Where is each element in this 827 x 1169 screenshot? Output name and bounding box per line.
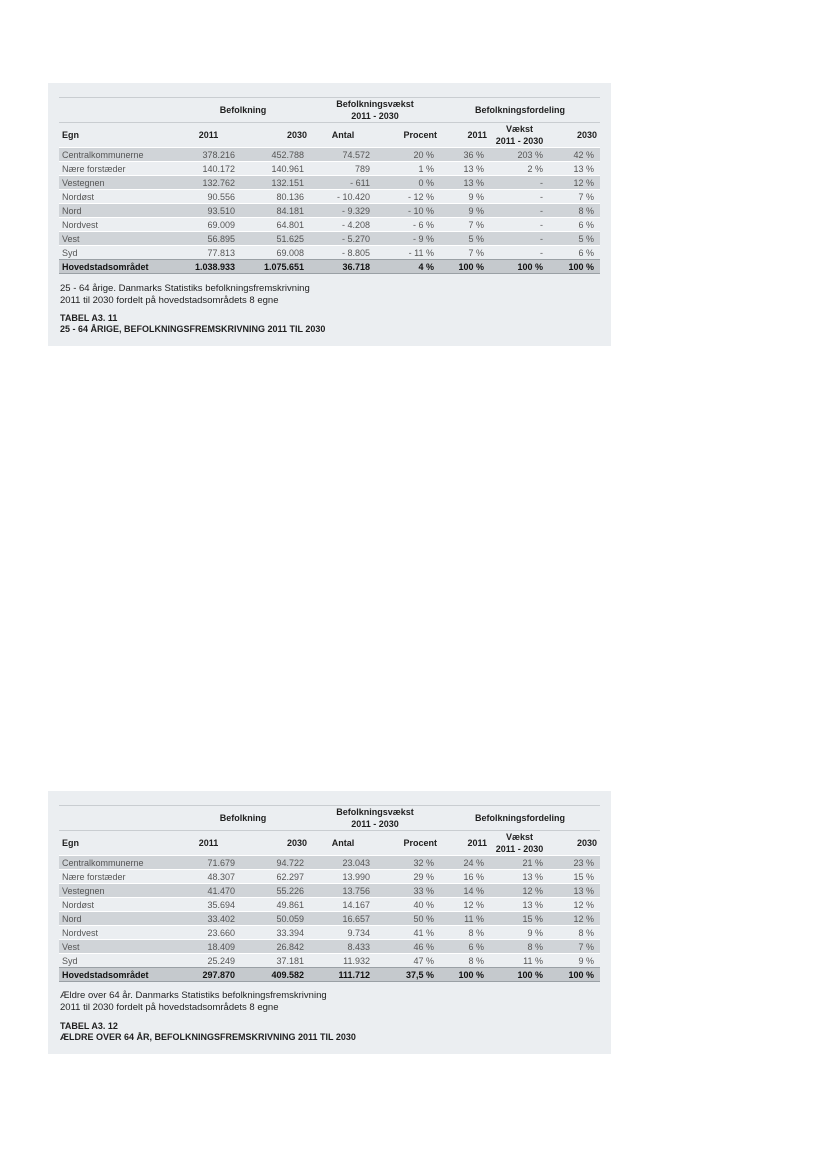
total-cell: 100 % (490, 260, 549, 274)
table-caption (60, 990, 327, 1014)
table-row (59, 940, 600, 954)
table-cell: 46 % (376, 940, 440, 954)
table-cell: 29 % (376, 870, 440, 884)
table-cell: - 9 % (376, 232, 440, 246)
table-cell: 140.961 (241, 162, 310, 176)
row-label: Centralkommunerne (59, 856, 176, 870)
table-cell: - 10 % (376, 204, 440, 218)
table-cell: 23.660 (176, 926, 241, 940)
table-cell: 7 % (440, 218, 490, 232)
table-body (59, 856, 600, 982)
row-label: Nordvest (59, 218, 176, 232)
column-header: Egn (59, 831, 176, 856)
table-cell: 13.990 (310, 870, 376, 884)
table-row (59, 232, 600, 246)
table-cell: 0 % (376, 176, 440, 190)
total-cell: 4 % (376, 260, 440, 274)
table-cell: 9 % (440, 190, 490, 204)
table-cell: 69.009 (176, 218, 241, 232)
table-cell: - (490, 246, 549, 260)
table-cell: 69.008 (241, 246, 310, 260)
table-cell: 55.226 (241, 884, 310, 898)
table-cell: 13 % (440, 162, 490, 176)
table-cell: 25.249 (176, 954, 241, 968)
table-cell: 36 % (440, 148, 490, 162)
table-cell: 41 % (376, 926, 440, 940)
table-cell: 9 % (549, 954, 600, 968)
total-cell: 100 % (440, 260, 490, 274)
table-cell: 13 % (549, 884, 600, 898)
table-cell: 15 % (549, 870, 600, 884)
table-cell: 14.167 (310, 898, 376, 912)
column-header: 2011 (440, 831, 490, 856)
table-cell: 51.625 (241, 232, 310, 246)
row-label: Nordøst (59, 190, 176, 204)
table-cell: 41.470 (176, 884, 241, 898)
column-header (490, 831, 549, 856)
table-cell: 8.433 (310, 940, 376, 954)
table-cell: 452.788 (241, 148, 310, 162)
caption-line: 25 - 64 årige. Danmarks Statistiks befolkningsfremskrivning (60, 283, 310, 294)
table-title: ÆLDRE OVER 64 ÅR, BEFOLKNINGSFREMSKRIVNING 2011 TIL 2030 (60, 1032, 356, 1042)
population-table (59, 805, 600, 982)
table-row (59, 954, 600, 968)
total-cell: 100 % (549, 260, 600, 274)
table-cell: 12 % (490, 884, 549, 898)
table-cell: 15 % (490, 912, 549, 926)
table-cell: 8 % (549, 204, 600, 218)
total-cell: 111.712 (310, 968, 376, 982)
row-label: Nære forstæder (59, 162, 176, 176)
row-label: Vestegnen (59, 176, 176, 190)
row-label: Syd (59, 246, 176, 260)
table-cell: 11 % (440, 912, 490, 926)
table-cell: 90.556 (176, 190, 241, 204)
table-cell: 24 % (440, 856, 490, 870)
column-header: Antal (310, 123, 376, 148)
table-cell: 33 % (376, 884, 440, 898)
table-row (59, 246, 600, 260)
row-label: Nordvest (59, 926, 176, 940)
table-title: 25 - 64 ÅRIGE, BEFOLKNINGSFREMSKRIVNING 2011 TIL 2030 (60, 324, 326, 334)
total-cell: 297.870 (176, 968, 241, 982)
group-header-vaekst (310, 806, 440, 831)
table-cell: 6 % (549, 218, 600, 232)
table-cell: 35.694 (176, 898, 241, 912)
column-header: 2030 (241, 831, 310, 856)
table-cell: - 11 % (376, 246, 440, 260)
table-label (60, 313, 325, 335)
table-row (59, 870, 600, 884)
table-label (60, 1021, 356, 1043)
column-header (490, 123, 549, 148)
table-cell: 80.136 (241, 190, 310, 204)
column-header: 2030 (241, 123, 310, 148)
table-cell: - (490, 190, 549, 204)
table-panel-a3-11 (48, 83, 611, 346)
table-cell: 7 % (440, 246, 490, 260)
table-cell: 26.842 (241, 940, 310, 954)
table-cell: 37.181 (241, 954, 310, 968)
table-body (59, 148, 600, 274)
total-label: Hovedstadsområdet (59, 260, 176, 274)
table-cell: 33.402 (176, 912, 241, 926)
caption-line: 2011 til 2030 fordelt på hovedstadsområdets 8 egne (60, 1002, 279, 1013)
table-cell: 5 % (549, 232, 600, 246)
table-cell: 32 % (376, 856, 440, 870)
row-label: Centralkommunerne (59, 148, 176, 162)
table-cell: 50 % (376, 912, 440, 926)
table-cell: 71.679 (176, 856, 241, 870)
table-cell: 6 % (440, 940, 490, 954)
table-cell: 64.801 (241, 218, 310, 232)
total-cell: 37,5 % (376, 968, 440, 982)
table-caption (60, 283, 310, 307)
table-cell: 8 % (440, 954, 490, 968)
table-row (59, 148, 600, 162)
column-header-label: Vækst 2011 - 2030 (495, 124, 544, 146)
table-cell: 21 % (490, 856, 549, 870)
row-label: Vestegnen (59, 884, 176, 898)
table-row (59, 912, 600, 926)
table-cell: - (490, 232, 549, 246)
table-cell: - 5.270 (310, 232, 376, 246)
table-cell: 13 % (440, 176, 490, 190)
total-label: Hovedstadsområdet (59, 968, 176, 982)
group-header-fordeling: Befolkningsfordeling (440, 98, 600, 123)
row-label: Syd (59, 954, 176, 968)
table-row (59, 898, 600, 912)
total-cell: 409.582 (241, 968, 310, 982)
group-header-fordeling: Befolkningsfordeling (440, 806, 600, 831)
table-cell: 13 % (490, 870, 549, 884)
group-header-vaekst-label: Befolkningsvækst 2011 - 2030 (336, 99, 414, 121)
table-cell: - 611 (310, 176, 376, 190)
table-cell: 93.510 (176, 204, 241, 218)
table-cell: 62.297 (241, 870, 310, 884)
row-label: Vest (59, 232, 176, 246)
table-cell: 7 % (549, 190, 600, 204)
group-header-vaekst-label: Befolkningsvækst 2011 - 2030 (336, 807, 414, 829)
table-cell: 8 % (549, 926, 600, 940)
column-header: Procent (376, 831, 440, 856)
row-label: Nordøst (59, 898, 176, 912)
table-cell: 8 % (440, 926, 490, 940)
table-cell: - 12 % (376, 190, 440, 204)
table-cell: - (490, 218, 549, 232)
table-cell: 6 % (549, 246, 600, 260)
table-cell: 13 % (549, 162, 600, 176)
table-cell: 12 % (549, 176, 600, 190)
table-cell: - 8.805 (310, 246, 376, 260)
total-cell: 100 % (440, 968, 490, 982)
table-cell: 49.861 (241, 898, 310, 912)
row-label: Vest (59, 940, 176, 954)
table-cell: 23.043 (310, 856, 376, 870)
table-cell: 40 % (376, 898, 440, 912)
table-cell: - 9.329 (310, 204, 376, 218)
table-cell: 77.813 (176, 246, 241, 260)
table-cell: 12 % (549, 898, 600, 912)
table-cell: 74.572 (310, 148, 376, 162)
table-cell: - (490, 204, 549, 218)
total-cell: 100 % (490, 968, 549, 982)
table-cell: 9 % (490, 926, 549, 940)
table-cell: 203 % (490, 148, 549, 162)
table-cell: 5 % (440, 232, 490, 246)
table-cell: 84.181 (241, 204, 310, 218)
column-header: 2011 (440, 123, 490, 148)
total-cell: 1.038.933 (176, 260, 241, 274)
table-cell: 50.059 (241, 912, 310, 926)
row-label: Nord (59, 912, 176, 926)
table-cell: 33.394 (241, 926, 310, 940)
table-cell: 7 % (549, 940, 600, 954)
table-cell: 94.722 (241, 856, 310, 870)
table-row (59, 176, 600, 190)
table-panel-a3-12 (48, 791, 611, 1054)
table-cell: 2 % (490, 162, 549, 176)
table-cell: 9.734 (310, 926, 376, 940)
column-header: 2011 (176, 831, 241, 856)
table-row (59, 204, 600, 218)
column-header: Antal (310, 831, 376, 856)
table-cell: 18.409 (176, 940, 241, 954)
table-cell: 56.895 (176, 232, 241, 246)
total-row (59, 260, 600, 274)
total-cell: 36.718 (310, 260, 376, 274)
table-cell: 13.756 (310, 884, 376, 898)
table-cell: 13 % (490, 898, 549, 912)
caption-line: Ældre over 64 år. Danmarks Statistiks befolkningsfremskrivning (60, 990, 327, 1001)
table-row (59, 926, 600, 940)
table-row (59, 190, 600, 204)
column-header: 2030 (549, 123, 600, 148)
row-label: Nord (59, 204, 176, 218)
table-cell: 8 % (490, 940, 549, 954)
group-header-befolkning: Befolkning (176, 98, 310, 123)
caption-line: 2011 til 2030 fordelt på hovedstadsområdets 8 egne (60, 295, 279, 306)
group-header-befolkning: Befolkning (176, 806, 310, 831)
column-header: 2011 (176, 123, 241, 148)
table-cell: 789 (310, 162, 376, 176)
table-cell: - 6 % (376, 218, 440, 232)
table-cell: 9 % (440, 204, 490, 218)
population-table (59, 97, 600, 274)
table-row (59, 162, 600, 176)
table-cell: 12 % (549, 912, 600, 926)
table-cell: 140.172 (176, 162, 241, 176)
table-cell: - 10.420 (310, 190, 376, 204)
table-cell: 16.657 (310, 912, 376, 926)
table-cell: 42 % (549, 148, 600, 162)
table-cell: 12 % (440, 898, 490, 912)
group-header-vaekst (310, 98, 440, 123)
table-cell: 11.932 (310, 954, 376, 968)
table-cell: 48.307 (176, 870, 241, 884)
table-number: TABEL A3. 11 (60, 313, 118, 323)
table-cell: 132.762 (176, 176, 241, 190)
column-header: Egn (59, 123, 176, 148)
table-row (59, 856, 600, 870)
table-cell: 47 % (376, 954, 440, 968)
table-cell: - (490, 176, 549, 190)
total-cell: 1.075.651 (241, 260, 310, 274)
table-row (59, 218, 600, 232)
table-cell: 1 % (376, 162, 440, 176)
column-header-label: Vækst 2011 - 2030 (495, 832, 544, 854)
table-cell: 20 % (376, 148, 440, 162)
table-number: TABEL A3. 12 (60, 1021, 118, 1031)
table-cell: 16 % (440, 870, 490, 884)
table-cell: 23 % (549, 856, 600, 870)
total-row (59, 968, 600, 982)
column-header: Procent (376, 123, 440, 148)
table-cell: 378.216 (176, 148, 241, 162)
column-header: 2030 (549, 831, 600, 856)
table-cell: 11 % (490, 954, 549, 968)
table-row (59, 884, 600, 898)
table-cell: - 4.208 (310, 218, 376, 232)
table-cell: 132.151 (241, 176, 310, 190)
table-cell: 14 % (440, 884, 490, 898)
row-label: Nære forstæder (59, 870, 176, 884)
total-cell: 100 % (549, 968, 600, 982)
